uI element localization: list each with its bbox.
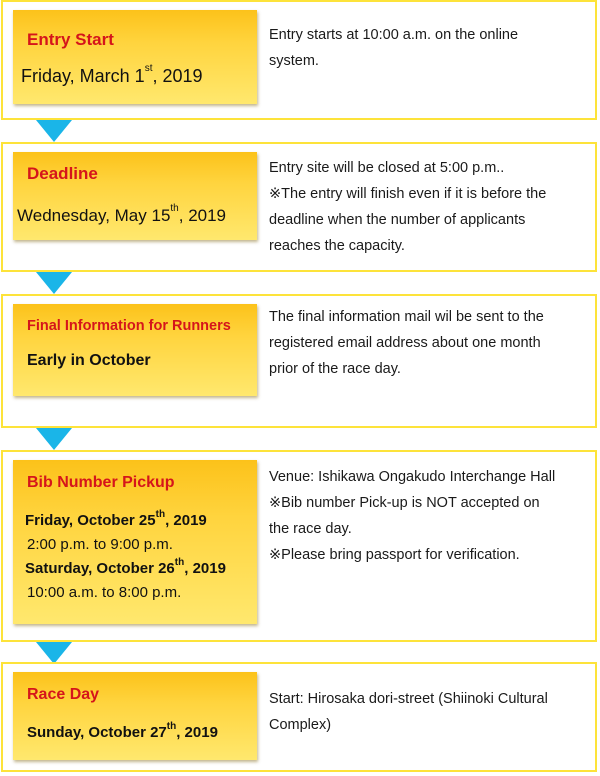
- step-title: Bib Number Pickup: [27, 474, 175, 491]
- step-bib-number-pickup: [1, 450, 597, 642]
- step-date: Wednesday, May 15th, 2019: [17, 203, 227, 225]
- pickup-time2: 10:00 a.m. to 8:00 p.m.: [27, 584, 182, 601]
- step-description: The final information mail wil be sent to the registered email address about one month prior of the race day.: [269, 309, 544, 377]
- step-title: Race Day: [27, 686, 100, 703]
- step-badge: [13, 304, 257, 396]
- step-date: Sunday, October 27th, 2019: [27, 721, 218, 741]
- step-badge: [13, 672, 257, 760]
- step-race-day: [1, 662, 597, 772]
- step-title: Deadline: [27, 164, 98, 183]
- down-arrow-icon: [36, 120, 72, 142]
- step-final-information: [1, 294, 597, 428]
- step-description: Venue: Ishikawa Ongakudo Interchange Hall ※Bib number Pick-up is NOT accepted on the race day. ※Please bring passport for verification.: [269, 469, 556, 563]
- down-arrow-icon: [36, 272, 72, 294]
- step-entry-start: [1, 0, 597, 120]
- step-title: Entry Start: [27, 30, 114, 49]
- pickup-day1: Friday, October 25th, 2019: [25, 509, 207, 529]
- step-badge: [13, 10, 257, 104]
- step-description: Entry site will be closed at 5:00 p.m.. ※The entry will finish even if it is before the deadline when the number of applicants reaches the capacity.: [269, 160, 547, 254]
- pickup-day2: Saturday, October 26th, 2019: [25, 557, 226, 577]
- step-badge: [13, 460, 257, 624]
- step-description: Entry starts at 10:00 a.m. on the online system.: [269, 27, 519, 69]
- step-deadline: [1, 142, 597, 272]
- step-badge: [13, 152, 257, 240]
- step-date: Friday, March 1st, 2019: [21, 63, 203, 86]
- down-arrow-icon: [36, 428, 72, 450]
- step-date: Early in October: [27, 352, 151, 369]
- step-description: Start: Hirosaka dori-street (Shiinoki Cultural Complex): [269, 691, 548, 733]
- down-arrow-icon: [36, 642, 72, 664]
- step-title: Final Information for Runners: [27, 318, 231, 334]
- pickup-time1: 2:00 p.m. to 9:00 p.m.: [27, 536, 173, 553]
